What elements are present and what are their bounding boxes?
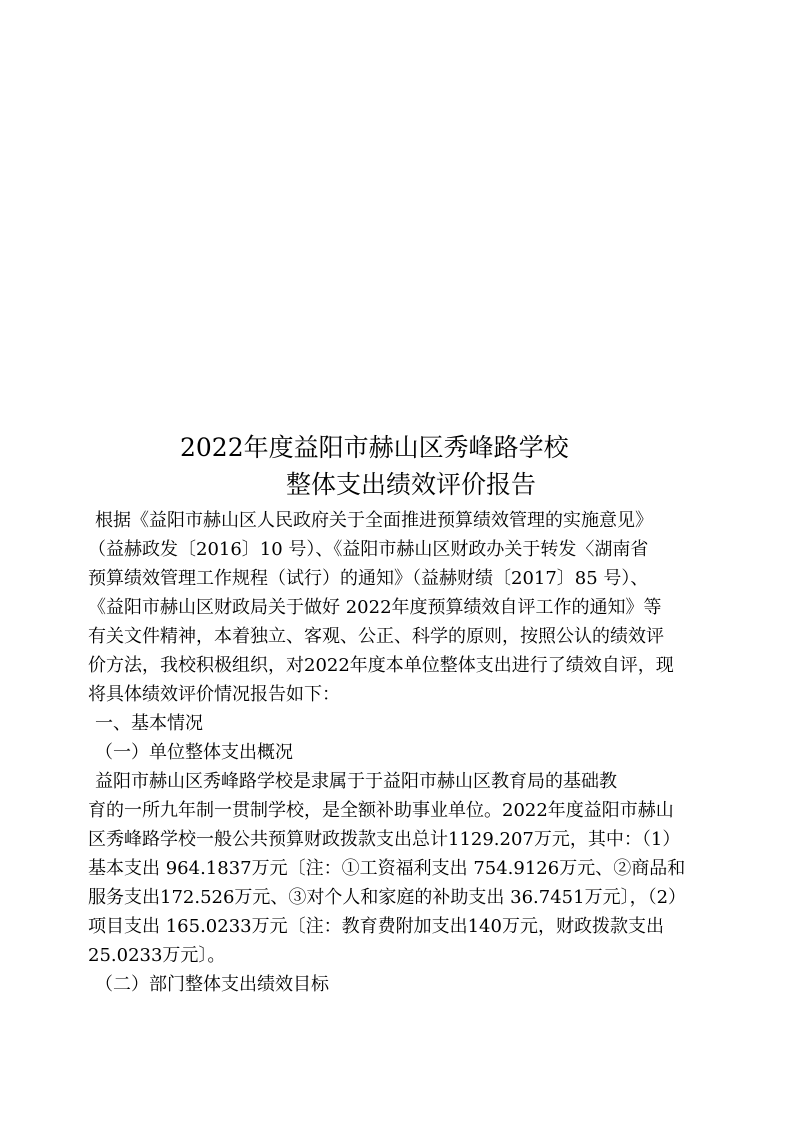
section-heading: 一、基本情况: [95, 713, 203, 734]
paragraph-line: 有关文件精神，本着独立、客观、公正、科学的原则，按照公认的绩效评: [88, 626, 664, 647]
paragraph-line: 服务支出172.526万元、③对个人和家庭的补助支出 36.7451万元〕，（2）: [88, 887, 687, 908]
paragraph-line: 益阳市赫山区秀峰路学校是隶属于于益阳市赫山区教育局的基础教: [95, 771, 617, 792]
paragraph-line: 价方法，我校积极组织，对2022年度本单位整体支出进行了绩效自评，现: [88, 655, 674, 676]
paragraph-line: 预算绩效管理工作规程（试行）的通知》（益赫财绩〔2017〕85 号）、: [88, 568, 649, 589]
report-title-line-1: 2022年度益阳市赫山区秀峰路学校: [180, 433, 569, 462]
paragraph-line: 《益阳市赫山区财政局关于做好 2022年度预算绩效自评工作的通知》等: [88, 597, 662, 618]
paragraph-line: 区秀峰路学校一般公共预算财政拨款支出总计1129.207万元，其中：（1）: [88, 829, 681, 850]
paragraph-line: 根据《益阳市赫山区人民政府关于全面推进预算绩效管理的实施意见》: [95, 510, 653, 531]
paragraph-line: （益赫政发〔2016〕10 号）、《益阳市赫山区财政办关于转发〈湖南省: [88, 539, 649, 560]
paragraph-line: 基本支出 964.1837万元〔注：①工资福利支出 754.9126万元、②商品和: [88, 858, 686, 879]
subsection-heading: （一）单位整体支出概况: [95, 742, 293, 763]
subsection-heading: （二）部门整体支出绩效目标: [95, 974, 329, 995]
paragraph-line: 将具体绩效评价情况报告如下：: [88, 684, 340, 705]
paragraph-line: 育的一所九年制一贯制学校，是全额补助事业单位。2022年度益阳市赫山: [88, 800, 674, 821]
paragraph-line: 项目支出 165.0233万元〔注：教育费附加支出140万元，财政拨款支出: [88, 916, 664, 937]
report-title-line-2: 整体支出绩效评价报告: [286, 470, 537, 499]
paragraph-line: 25.0233万元〕。: [88, 945, 226, 966]
